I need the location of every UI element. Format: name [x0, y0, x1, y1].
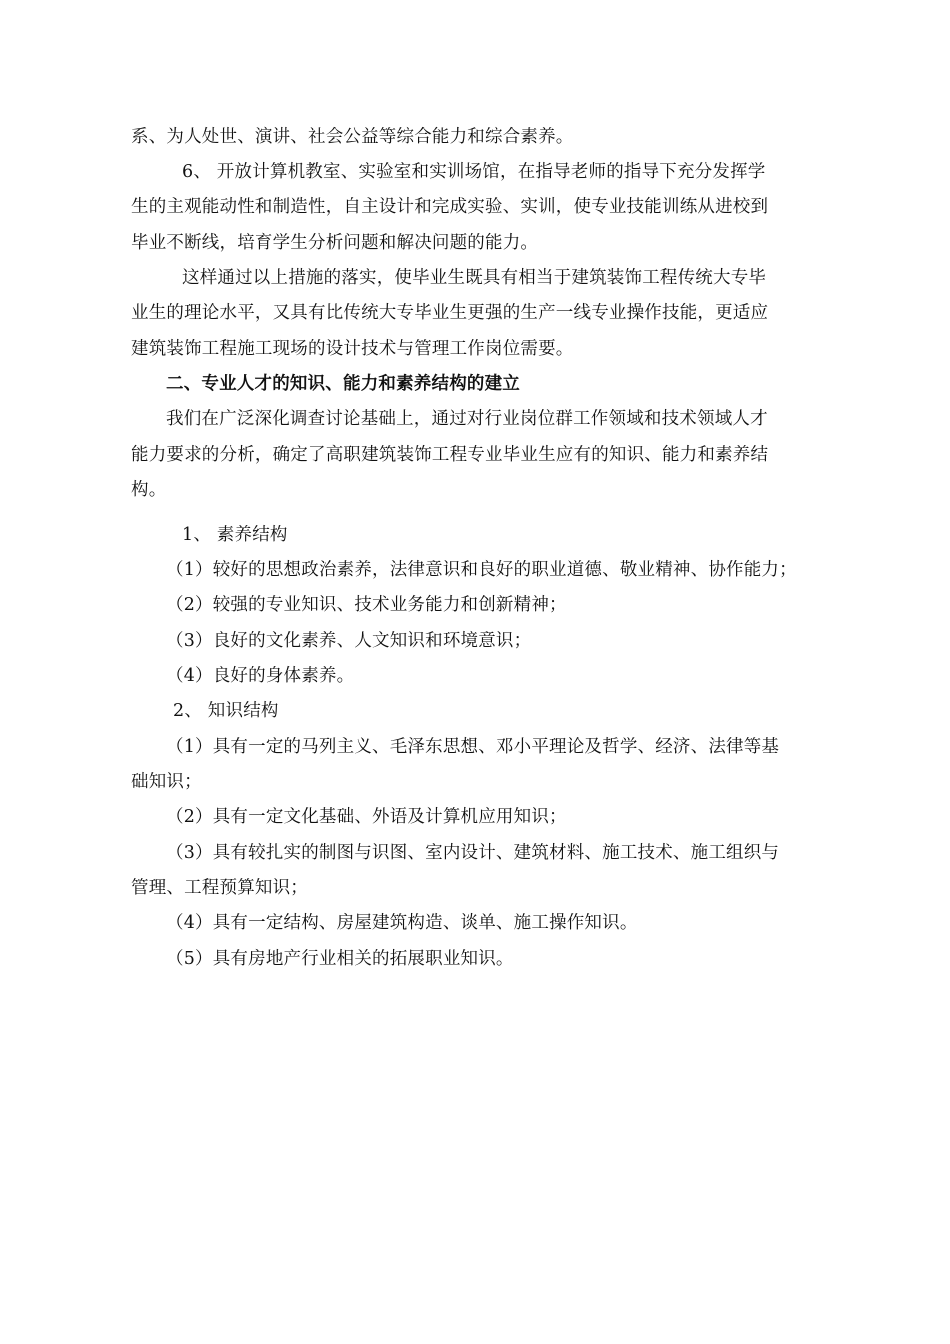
list-item: 础知识； [131, 772, 202, 792]
paragraph-line: 生的主观能动性和制造性，自主设计和完成实验、实训，使专业技能训练从进校到 [131, 197, 769, 217]
list-item: （2）较强的专业知识、技术业务能力和创新精神； [166, 595, 567, 615]
paragraph-line: 构。 [131, 480, 167, 500]
list-item: （1）较好的思想政治素养，法律意识和良好的职业道德、敬业精神、协作能力； [166, 560, 797, 580]
list-item: （5）具有房地产行业相关的拓展职业知识。 [166, 949, 514, 969]
section-heading: 二、专业人才的知识、能力和素养结构的建立 [166, 374, 520, 394]
paragraph-line: 建筑装饰工程施工现场的设计技术与管理工作岗位需要。 [131, 339, 574, 359]
list-item: （3）具有较扎实的制图与识图、室内设计、建筑材料、施工技术、施工组织与 [166, 843, 780, 863]
list-item: （3）良好的文化素养、人文知识和环境意识； [166, 631, 532, 651]
list-item: （4）良好的身体素养。 [166, 666, 355, 686]
paragraph-line: 这样通过以上措施的落实，使毕业生既具有相当于建筑装饰工程传统大专毕 [182, 268, 767, 288]
list-item: （1）具有一定的马列主义、毛泽东思想、邓小平理论及哲学、经济、法律等基 [166, 737, 780, 757]
list-item: 管理、工程预算知识； [131, 878, 308, 898]
paragraph-line: 系、为人处世、演讲、社会公益等综合能力和综合素养。 [131, 127, 574, 147]
subsection-heading: 2、 知识结构 [173, 701, 279, 721]
subsection-heading: 1、 素养结构 [182, 525, 288, 545]
paragraph-line: 业生的理论水平，又具有比传统大专毕业生更强的生产一线专业操作技能，更适应 [131, 303, 769, 323]
paragraph-line: 我们在广泛深化调查讨论基础上，通过对行业岗位群工作领域和技术领域人才 [166, 409, 768, 429]
list-item: （2）具有一定文化基础、外语及计算机应用知识； [166, 807, 567, 827]
paragraph-line: 能力要求的分析，确定了高职建筑装饰工程专业毕业生应有的知识、能力和素养结 [131, 445, 769, 465]
paragraph-line: 6、 开放计算机教室、实验室和实训场馆，在指导老师的指导下充分发挥学 [182, 162, 766, 182]
list-item: （4）具有一定结构、房屋建筑构造、谈单、施工操作知识。 [166, 913, 638, 933]
paragraph-line: 毕业不断线，培育学生分析问题和解决问题的能力。 [131, 233, 539, 253]
